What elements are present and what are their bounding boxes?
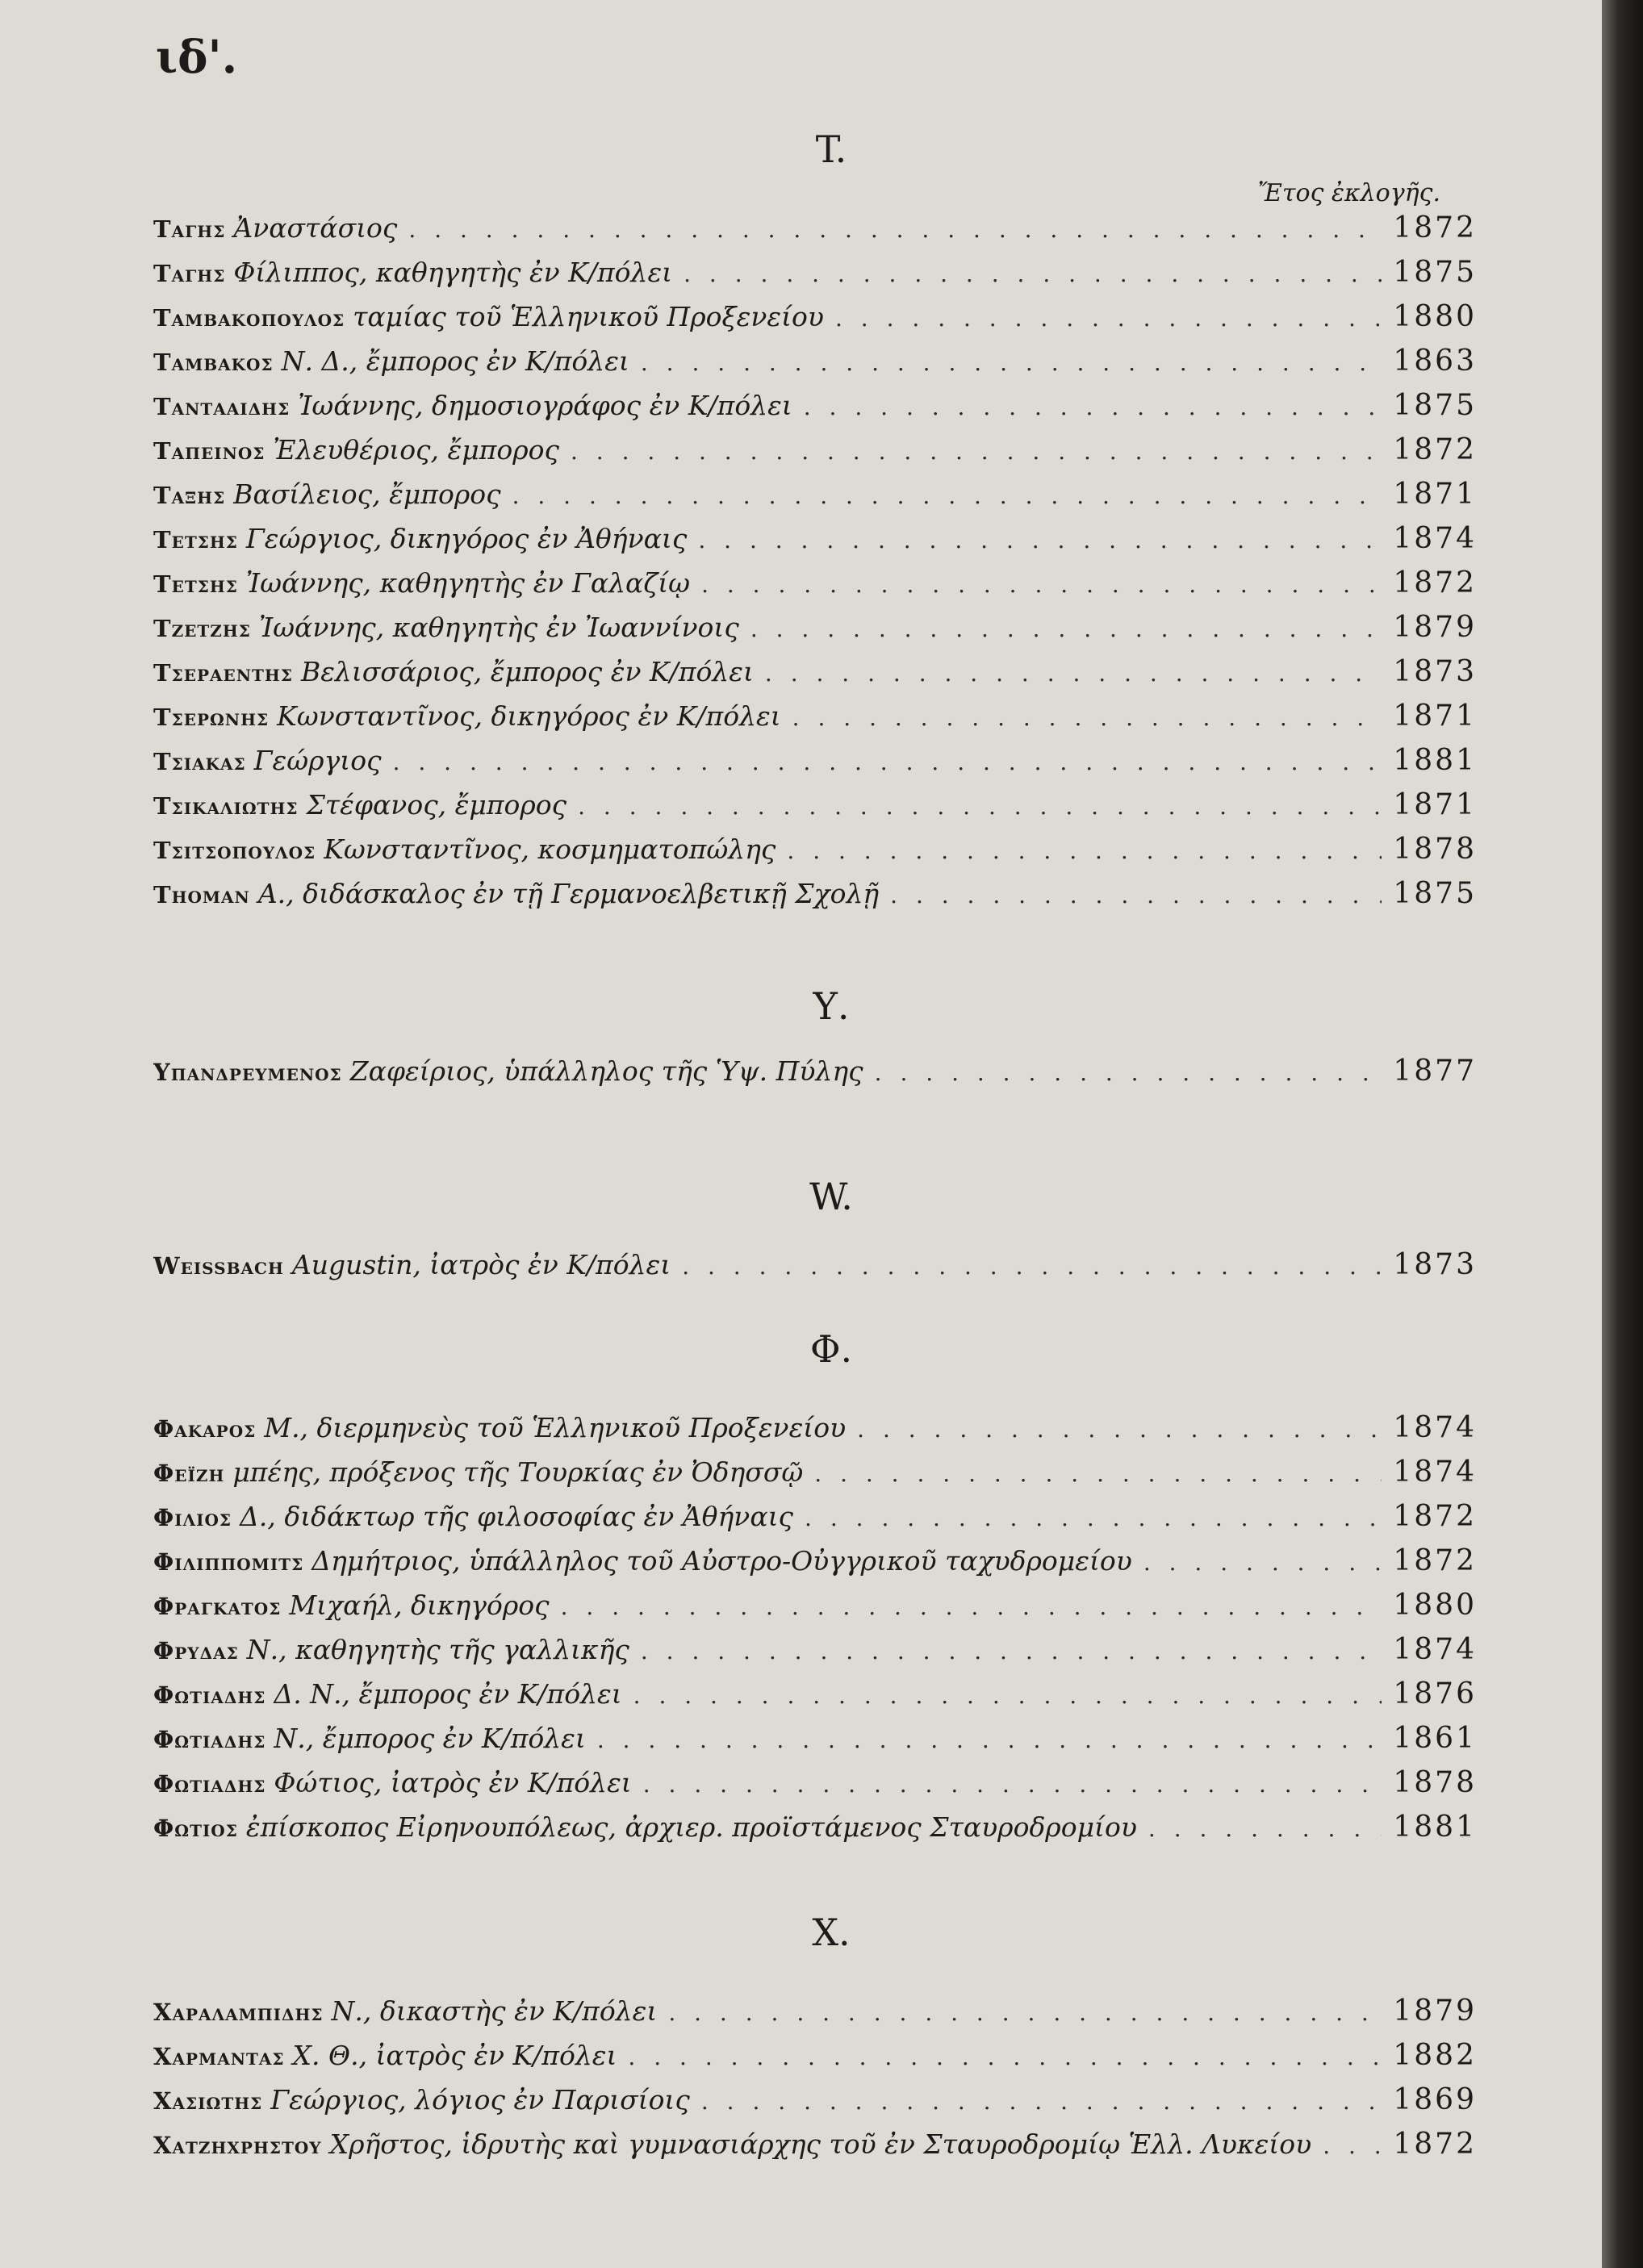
leader-dots	[408, 207, 1382, 250]
election-year: 1873	[1393, 1248, 1477, 1281]
member-description: Δημήτριος, ὑπάλληλος τοῦ Αὐστρο-Οὐγγρικοῦ ταχυδρομείου	[311, 1545, 1132, 1577]
member-surname: Τσεραεντης	[153, 659, 293, 687]
member-description: Ν., δικαστὴς ἐν Κ/πόλει	[331, 1995, 658, 2027]
directory-entry	[153, 383, 1477, 428]
leader-dots	[393, 740, 1382, 783]
member-surname: Ταμβακοπουλος	[153, 304, 345, 332]
leader-dots	[698, 518, 1382, 561]
member-description: Γεώργιος	[253, 745, 382, 776]
leader-dots	[597, 1718, 1382, 1761]
directory-entry	[153, 1243, 1477, 1287]
page-binding-edge	[1602, 0, 1643, 2268]
directory-entry	[153, 1627, 1477, 1672]
directory-entry	[153, 250, 1477, 294]
member-surname: Τσιακας	[153, 748, 246, 775]
directory-entry	[153, 1450, 1477, 1494]
leader-dots	[787, 829, 1382, 871]
member-surname: Χαρμαντας	[153, 2043, 285, 2070]
election-year: 1877	[1393, 1055, 1477, 1088]
member-description: Ἰωάννης, δημοσιογράφος ἐν Κ/πόλει	[298, 390, 792, 421]
directory-entry	[153, 516, 1477, 561]
directory-entry	[153, 605, 1477, 649]
directory-entry	[153, 1989, 1477, 2033]
leader-dots	[628, 2035, 1382, 2078]
section-letter: X.	[812, 1911, 851, 1954]
leader-dots	[804, 385, 1382, 428]
member-surname: Τσιτσοπουλος	[153, 837, 316, 864]
leader-dots	[701, 562, 1382, 605]
election-year: 1874	[1393, 1411, 1477, 1444]
election-year: 1880	[1393, 1589, 1477, 1622]
directory-entry	[153, 1405, 1477, 1450]
election-year: 1875	[1393, 256, 1477, 289]
member-description: Γεώργιος, δικηγόρος ἐν Ἀθήναις	[245, 523, 688, 554]
directory-entry	[153, 694, 1477, 738]
election-year: 1874	[1393, 1456, 1477, 1489]
directory-entry	[153, 827, 1477, 871]
leader-dots	[814, 1451, 1382, 1494]
member-surname: Φραγκατος	[153, 1593, 282, 1620]
directory-entry	[153, 1049, 1477, 1093]
section-w	[153, 1168, 1477, 1287]
member-description: Κωνσταντῖνος, δικηγόρος ἐν Κ/πόλει	[277, 700, 781, 732]
election-year: 1871	[1393, 478, 1477, 511]
election-year: 1879	[1393, 1994, 1477, 2028]
directory-entry	[153, 1672, 1477, 1716]
directory-entry	[153, 294, 1477, 339]
section-t	[153, 121, 1477, 916]
leader-dots	[857, 1407, 1382, 1450]
election-year: 1873	[1393, 655, 1477, 688]
member-description: Μ., διερμηνεὺς τοῦ Ἑλληνικοῦ Προξενείου	[264, 1412, 847, 1443]
election-year: 1874	[1393, 522, 1477, 555]
directory-entry	[153, 2122, 1477, 2166]
election-year: 1872	[1393, 1500, 1477, 1533]
election-year: 1872	[1393, 433, 1477, 466]
leader-dots	[633, 1673, 1382, 1716]
member-description: Ἀναστάσιος	[233, 212, 398, 244]
member-description: Δ., διδάκτωρ τῆς φιλοσοφίας ἐν Ἀθήναις	[240, 1501, 794, 1532]
section-entries	[153, 1405, 1477, 1849]
section-entries	[153, 1243, 1477, 1287]
member-surname: Χατζηχρηστου	[153, 2132, 322, 2159]
member-description: Ζαφείριος, ὑπάλληλος τῆς Ὑψ. Πύλης	[349, 1055, 863, 1087]
member-surname: Φωτιος	[153, 1815, 238, 1842]
member-description: Ν., ἔμπορος ἐν Κ/πόλει	[274, 1723, 586, 1754]
election-year: 1863	[1393, 345, 1477, 378]
member-description: Augustin, ἰατρὸς ἐν Κ/πόλει	[291, 1249, 671, 1280]
election-year: 1872	[1393, 566, 1477, 599]
election-year: 1872	[1393, 2128, 1477, 2161]
member-surname: Weissbach	[153, 1252, 284, 1280]
member-description: Χ. Θ., ἰατρὸς ἐν Κ/πόλει	[292, 2040, 617, 2071]
member-surname: Φεϊζη	[153, 1460, 225, 1487]
leader-dots	[561, 1585, 1382, 1627]
leader-dots	[512, 474, 1382, 516]
member-surname: Τετσης	[153, 526, 238, 553]
leader-dots	[805, 1496, 1382, 1539]
election-year: 1874	[1393, 1633, 1477, 1666]
member-description: ταμίας τοῦ Ἑλληνικοῦ Προξενείου	[353, 301, 824, 332]
year-column-header: Ἔτος ἐκλογῆς.	[1257, 179, 1440, 207]
leader-dots	[792, 695, 1382, 738]
directory-entry	[153, 871, 1477, 916]
member-description: A., διδάσκαλος ἐν τῇ Γερμανοελβετικῇ Σχολῇ	[257, 878, 880, 909]
member-description: Ἰωάννης, καθηγητὴς ἐν Ἰωαννίνοις	[258, 612, 739, 643]
election-year: 1872	[1393, 1544, 1477, 1577]
section-entries	[153, 1989, 1477, 2166]
directory-entry	[153, 206, 1477, 250]
member-surname: Thoman	[153, 881, 250, 908]
member-surname: Χασιωτης	[153, 2087, 263, 2115]
member-surname: Φωτιαδης	[153, 1726, 266, 1753]
leader-dots	[682, 1244, 1382, 1287]
election-year: 1879	[1393, 611, 1477, 644]
directory-entry	[153, 783, 1477, 827]
member-surname: Ταντααιδης	[153, 393, 291, 420]
election-year: 1861	[1393, 1722, 1477, 1755]
leader-dots	[571, 429, 1382, 472]
member-surname: Ταπεινος	[153, 437, 265, 465]
member-description: Χρῆστος, ἱδρυτὴς καὶ γυμνασιάρχης τοῦ ἐν Σταυροδρομίῳ Ἑλλ. Λυκείου	[329, 2128, 1312, 2160]
member-surname: Ταγης	[153, 260, 226, 287]
member-description: Ν., καθηγητὴς τῆς γαλλικῆς	[246, 1634, 629, 1665]
section-entries	[153, 206, 1477, 916]
member-surname: Τσερωνης	[153, 704, 270, 731]
section-phi	[153, 1321, 1477, 1849]
member-description: Δ. Ν., ἔμπορος ἐν Κ/πόλει	[274, 1678, 622, 1710]
leader-dots	[641, 340, 1382, 383]
section-letter: W.	[809, 1175, 853, 1218]
member-description: Φώτιος, ἰατρὸς ἐν Κ/πόλει	[274, 1767, 632, 1798]
member-description: Ν. Δ., ἔμπορος ἐν Κ/πόλει	[281, 345, 629, 377]
leader-dots	[1148, 1806, 1382, 1849]
leader-dots	[1323, 2124, 1382, 2166]
election-year: 1871	[1393, 700, 1477, 733]
member-surname: Τζετζης	[153, 615, 251, 642]
leader-dots	[643, 1762, 1382, 1805]
directory-entry	[153, 2078, 1477, 2122]
election-year: 1880	[1393, 300, 1477, 333]
member-surname: Ταγης	[153, 215, 226, 243]
directory-entry	[153, 1805, 1477, 1849]
member-surname: Τσικαλιωτης	[153, 792, 299, 820]
directory-entry	[153, 1761, 1477, 1805]
leader-dots	[668, 1990, 1382, 2033]
election-year: 1872	[1393, 211, 1477, 244]
directory-entry	[153, 649, 1477, 694]
section-entries	[153, 1049, 1477, 1093]
leader-dots	[750, 607, 1382, 649]
member-description: μπέης, πρόξενος τῆς Τουρκίας ἐν Ὀδησσῷ	[232, 1456, 804, 1488]
directory-entry	[153, 428, 1477, 472]
member-surname: Φιλιππομιτς	[153, 1548, 304, 1576]
election-year: 1876	[1393, 1677, 1477, 1710]
member-surname: Φωτιαδης	[153, 1681, 266, 1709]
member-surname: Ταξης	[153, 482, 226, 509]
member-description: Μιχαήλ, δικηγόρος	[289, 1589, 550, 1621]
section-letter: Φ.	[809, 1327, 853, 1371]
member-description: Φίλιππος, καθηγητὴς ἐν Κ/πόλει	[233, 257, 673, 288]
election-year: 1871	[1393, 788, 1477, 821]
member-surname: Φακαρος	[153, 1415, 257, 1443]
member-surname: Υπανδρευμενος	[153, 1059, 342, 1086]
leader-dots	[835, 296, 1382, 339]
directory-entry	[153, 1494, 1477, 1539]
election-year: 1881	[1393, 1811, 1477, 1844]
section-letter: T.	[815, 127, 847, 171]
election-year: 1875	[1393, 389, 1477, 422]
section-y	[153, 978, 1477, 1093]
member-description: Βελισσάριος, ἔμπορος ἐν Κ/πόλει	[300, 656, 754, 687]
leader-dots	[765, 651, 1382, 694]
section-letter: Υ.	[813, 984, 850, 1028]
member-surname: Φρυδας	[153, 1637, 239, 1664]
directory-entry	[153, 561, 1477, 605]
directory-entry	[153, 1583, 1477, 1627]
election-year: 1878	[1393, 833, 1477, 866]
member-description: Ἰωάννης, καθηγητὴς ἐν Γαλαζίῳ	[245, 567, 691, 599]
leader-dots	[875, 1050, 1382, 1093]
section-x	[153, 1904, 1477, 2166]
leader-dots	[890, 873, 1382, 916]
member-description: ἐπίσκοπος Εἰρηνουπόλεως, ἀρχιερ. προϊστάμενος Σταυροδρομίου	[245, 1811, 1137, 1843]
member-description: Γεώργιος, λόγιος ἐν Παρισίοις	[270, 2084, 690, 2116]
election-year: 1882	[1393, 2039, 1477, 2072]
election-year: 1869	[1393, 2083, 1477, 2116]
member-description: Κωνσταντῖνος, κοσμηματοπώλης	[324, 833, 776, 865]
member-description: Στέφανος, ἔμπορος	[306, 789, 567, 821]
member-surname: Φωτιαδης	[153, 1770, 266, 1798]
member-description: Ἐλευθέριος, ἔμπορος	[273, 434, 559, 466]
directory-entry	[153, 2033, 1477, 2078]
leader-dots	[641, 1629, 1382, 1672]
member-surname: Ταμβακος	[153, 349, 274, 376]
directory-entry	[153, 339, 1477, 383]
leader-dots	[701, 2079, 1382, 2122]
member-surname: Χαραλαμπιδης	[153, 1999, 324, 2026]
page-number: ιδ'.	[156, 31, 238, 84]
leader-dots	[684, 252, 1382, 294]
directory-entry	[153, 1539, 1477, 1583]
member-surname: Φιλιος	[153, 1504, 232, 1531]
member-surname: Τετσης	[153, 570, 238, 598]
directory-entry	[153, 738, 1477, 783]
leader-dots	[1143, 1540, 1382, 1583]
election-year: 1881	[1393, 744, 1477, 777]
directory-entry	[153, 472, 1477, 516]
directory-entry	[153, 1716, 1477, 1761]
leader-dots	[578, 784, 1382, 827]
member-description: Βασίλειος, ἔμπορος	[233, 478, 501, 510]
election-year: 1878	[1393, 1766, 1477, 1799]
election-year: 1875	[1393, 877, 1477, 910]
